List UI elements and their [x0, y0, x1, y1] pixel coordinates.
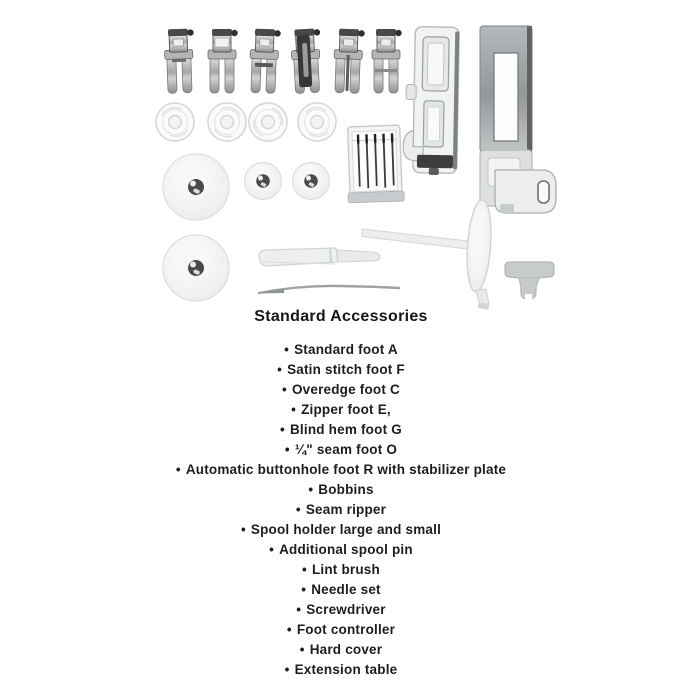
spool-holder-large-icon [163, 154, 229, 220]
list-item-label: Bobbins [318, 482, 374, 497]
list-item-label: Satin stitch foot F [287, 362, 405, 377]
blind-hem-foot-g-icon [333, 29, 365, 94]
list-item-label: Additional spool pin [279, 542, 413, 557]
list-item-label: Overedge foot C [291, 382, 400, 397]
list-item [0, 640, 682, 660]
list-item-label: Blind hem foot G [289, 422, 402, 437]
bullet-glyph: • [280, 422, 285, 437]
bobbin-icon [246, 100, 290, 144]
bullet-glyph: • [277, 362, 283, 377]
quarter-inch-seam-foot-o-icon [372, 29, 402, 93]
page-title: Standard Accessories [254, 308, 428, 325]
bullet-glyph: • [240, 522, 246, 537]
screwdriver-icon [505, 262, 554, 300]
list-item [0, 540, 682, 560]
list-item-label: Screwdriver [306, 602, 386, 617]
lint-brush-icon [258, 286, 399, 294]
list-item [0, 360, 682, 380]
automatic-buttonhole-foot-r-icon [403, 26, 460, 175]
overedge-foot-c-icon [249, 29, 281, 94]
standard-foot-a-icon [164, 28, 196, 93]
list-item-label: Automatic buttonhole foot R with stabilizer plate [185, 462, 507, 477]
accessories-list [0, 340, 682, 680]
list-item-label: Zipper foot E, [301, 402, 391, 417]
list-item-label: Hard cover [309, 642, 383, 657]
list-item-label: Spool holder large and small [250, 522, 442, 537]
list-item [0, 440, 682, 460]
list-item [0, 500, 682, 520]
bobbin-icon [156, 103, 194, 141]
spool-holder-small-icon [245, 163, 282, 200]
list-item-label: Extension table [294, 662, 398, 677]
list-item-label: Standard foot A [294, 342, 398, 357]
bullet-glyph: • [175, 462, 181, 477]
bobbin-icon [294, 99, 341, 146]
bullet-glyph: • [282, 382, 287, 397]
list-item [0, 660, 682, 680]
product-photo [0, 0, 700, 312]
needle-set-icon [346, 125, 405, 203]
bullet-glyph: • [301, 582, 307, 597]
list-item-label: Lint brush [311, 562, 380, 577]
bullet-glyph: • [302, 562, 307, 577]
list-item-label: ¼" seam foot O [294, 442, 398, 457]
seam-ripper-icon [259, 248, 380, 266]
additional-spool-pin-icon [362, 199, 494, 309]
bullet-glyph: • [284, 342, 290, 357]
spool-holder-large-icon [163, 235, 229, 301]
bullet-glyph: • [286, 622, 292, 637]
bullet-glyph: • [291, 402, 297, 417]
list-item [0, 400, 682, 420]
bullet-glyph: • [308, 482, 314, 497]
list-item [0, 560, 682, 580]
bullet-glyph: • [284, 442, 290, 457]
accessories-section [0, 308, 700, 680]
bullet-glyph: • [269, 542, 275, 557]
list-item [0, 580, 682, 600]
list-item [0, 520, 682, 540]
list-item [0, 460, 682, 480]
bullet-glyph: • [284, 662, 290, 677]
list-item [0, 600, 682, 620]
list-item [0, 380, 682, 400]
list-item [0, 420, 682, 440]
list-item-label: Foot controller [296, 622, 396, 637]
bullet-glyph: • [296, 602, 302, 617]
list-item [0, 340, 682, 360]
zipper-foot-e-icon [290, 28, 323, 93]
list-item-label: Needle set [311, 582, 381, 597]
satin-stitch-foot-f-icon [208, 29, 238, 93]
list-item [0, 480, 682, 500]
stabilizer-plate-icon [480, 26, 556, 213]
spool-holder-small-icon [293, 163, 330, 200]
bullet-glyph: • [299, 642, 305, 657]
bullet-glyph: • [295, 502, 301, 517]
list-item-label: Seam ripper [305, 502, 387, 517]
bobbin-icon [200, 95, 254, 149]
list-item [0, 620, 682, 640]
